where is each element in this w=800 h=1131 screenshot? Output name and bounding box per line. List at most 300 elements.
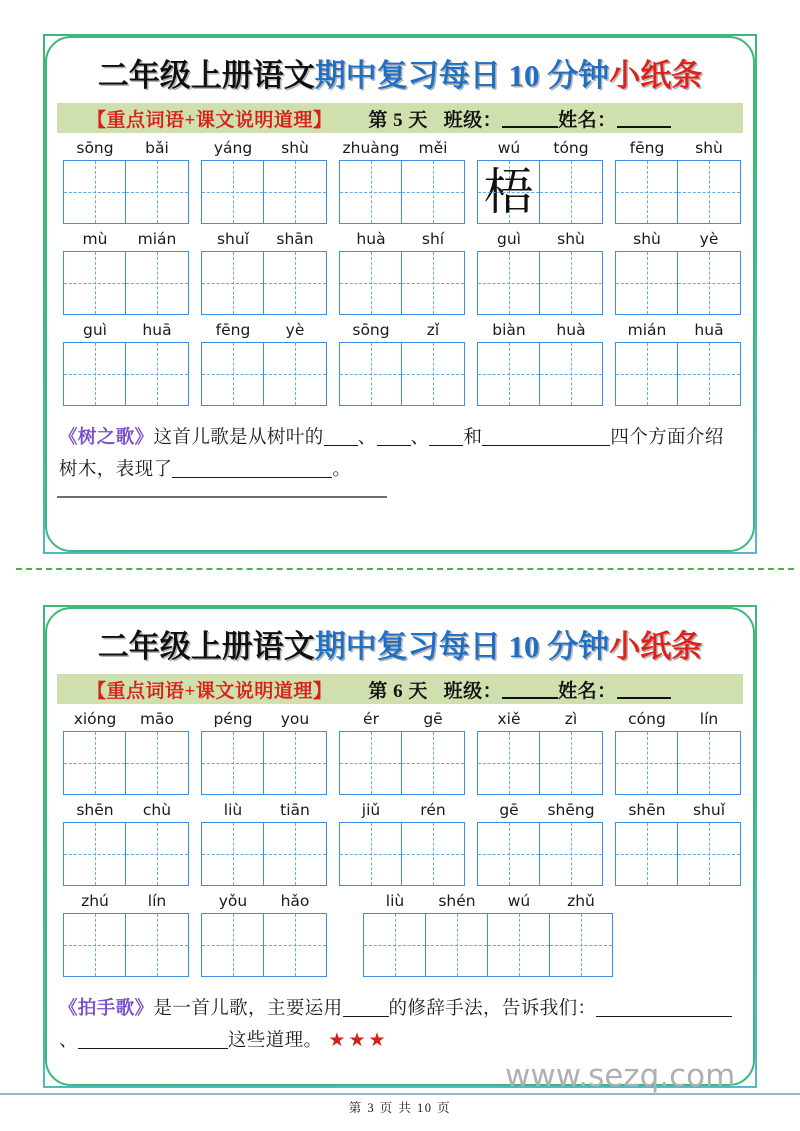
pinyin-syllable: shuǐ	[692, 801, 726, 819]
grid-boxes[interactable]	[339, 251, 465, 315]
answer-blank[interactable]	[429, 445, 463, 446]
grid-cell[interactable]	[402, 161, 464, 223]
grid-char	[616, 343, 677, 405]
pinyin-label	[64, 891, 188, 911]
grid-cell[interactable]	[264, 343, 326, 405]
name-label: 姓名：	[558, 109, 617, 131]
grid-boxes[interactable]	[477, 160, 603, 224]
name-input-blank[interactable]	[617, 697, 671, 699]
grid-cell[interactable]	[616, 732, 678, 794]
pinyin-syllable: shēng	[547, 801, 595, 819]
grid-char	[340, 161, 401, 223]
grid-boxes[interactable]	[63, 731, 189, 795]
grid-cell[interactable]	[678, 161, 740, 223]
pinyin-syllable: měi	[418, 139, 448, 157]
pinyin-syllable: lín	[147, 892, 167, 910]
book-title: 《拍手歌》	[59, 999, 154, 1019]
grid-char	[64, 732, 125, 794]
grid-char	[264, 823, 326, 885]
word-group	[201, 320, 327, 406]
grid-char	[126, 252, 188, 314]
grid-cell[interactable]	[340, 823, 402, 885]
grid-char	[64, 914, 125, 976]
word-group	[477, 138, 603, 224]
grid-char	[540, 252, 602, 314]
pinyin-syllable: shí	[421, 230, 445, 248]
sentence-text: 的修辞手法，告诉我们：	[388, 999, 597, 1019]
header-band-day5	[57, 103, 743, 133]
grid-boxes[interactable]	[201, 822, 327, 886]
grid-char	[616, 732, 677, 794]
grid-cell[interactable]	[402, 343, 464, 405]
grid-cell[interactable]	[126, 343, 188, 405]
grid-char	[678, 343, 740, 405]
pinyin-syllable: huà	[556, 321, 586, 339]
grid-boxes[interactable]	[339, 731, 465, 795]
grid-boxes[interactable]	[477, 251, 603, 315]
grid-cell[interactable]	[402, 823, 464, 885]
pinyin-syllable: mián	[137, 230, 177, 248]
grid-boxes[interactable]	[339, 160, 465, 224]
pinyin-syllable: sōng	[76, 139, 114, 157]
pinyin-label	[340, 709, 464, 729]
grid-char	[678, 732, 740, 794]
grid-cell[interactable]	[478, 252, 540, 314]
pinyin-syllable: shù	[557, 230, 585, 248]
pinyin-syllable: māo	[139, 710, 175, 728]
grid-cell[interactable]	[64, 732, 126, 794]
pinyin-syllable: guì	[83, 321, 107, 339]
pinyin-label	[64, 320, 188, 340]
grid-cell[interactable]	[126, 914, 188, 976]
grid-cell[interactable]	[426, 914, 488, 976]
pinyin-syllable: gē	[499, 801, 519, 819]
sentence-text: 。	[332, 460, 352, 480]
grid-cell[interactable]	[616, 252, 678, 314]
pinyin-syllable: bǎi	[145, 139, 169, 157]
pinyin-syllable: yè	[699, 230, 719, 248]
pinyin-syllable: ér	[363, 710, 379, 728]
book-title: 《树之歌》	[59, 428, 154, 448]
word-group	[339, 320, 465, 406]
grid-char	[264, 732, 326, 794]
grid-cell[interactable]	[340, 343, 402, 405]
pinyin-syllable: huā	[694, 321, 724, 339]
pinyin-syllable: zǐ	[426, 321, 440, 339]
grid-boxes[interactable]	[363, 913, 613, 977]
pinyin-syllable: wú	[497, 139, 521, 157]
grid-cell[interactable]	[264, 732, 326, 794]
grid-cell[interactable]	[340, 732, 402, 794]
grid-char	[616, 252, 677, 314]
word-group	[63, 229, 189, 315]
pinyin-syllable: fēng	[215, 321, 251, 339]
pinyin-syllable: wú	[507, 892, 531, 910]
grid-cell[interactable]	[678, 823, 740, 885]
pinyin-syllable: huā	[142, 321, 172, 339]
sentence-text: 这些道理。	[227, 1031, 323, 1051]
grid-boxes[interactable]	[201, 731, 327, 795]
pinyin-syllable: zhǔ	[567, 892, 595, 910]
grid-cell[interactable]	[64, 161, 126, 223]
grid-cell[interactable]	[202, 252, 264, 314]
word-group	[615, 800, 741, 886]
grid-cell[interactable]	[264, 823, 326, 885]
word-group	[201, 800, 327, 886]
day-label: 第 5 天	[368, 109, 428, 131]
pinyin-syllable: xióng	[73, 710, 117, 728]
grid-char	[540, 732, 602, 794]
sentence-text: 四个方面介绍树木，表现了	[59, 428, 724, 480]
grid-char	[426, 914, 487, 976]
word-group	[615, 229, 741, 315]
pinyin-syllable: shù	[695, 139, 723, 157]
grid-char: 梧	[483, 164, 534, 220]
pinyin-label	[478, 138, 602, 158]
grid-cell[interactable]	[678, 732, 740, 794]
word-group	[63, 891, 189, 977]
grid-char	[264, 914, 326, 976]
pinyin-label	[202, 320, 326, 340]
pinyin-label	[340, 138, 464, 158]
grid-cell[interactable]	[402, 732, 464, 794]
grid-char	[340, 732, 401, 794]
grid-char	[202, 732, 263, 794]
grid-boxes[interactable]	[201, 342, 327, 406]
pinyin-label	[202, 709, 326, 729]
word-group	[339, 138, 465, 224]
grid-boxes[interactable]	[339, 342, 465, 406]
grid-char	[478, 343, 539, 405]
grid-cell[interactable]	[126, 161, 188, 223]
writing-row	[45, 229, 755, 315]
grid-cell[interactable]	[540, 343, 602, 405]
grid-char	[126, 823, 188, 885]
answer-blank[interactable]	[78, 1048, 228, 1049]
word-group	[201, 891, 327, 977]
pinyin-label	[478, 709, 602, 729]
word-group	[63, 800, 189, 886]
grid-cell[interactable]	[616, 343, 678, 405]
grid-boxes[interactable]	[63, 160, 189, 224]
grid-char	[202, 343, 263, 405]
grid-char	[678, 823, 740, 885]
pinyin-label	[64, 709, 188, 729]
grid-cell[interactable]	[478, 732, 540, 794]
grid-cell[interactable]	[488, 914, 550, 976]
grid-boxes[interactable]	[63, 913, 189, 977]
grid-cell[interactable]	[202, 823, 264, 885]
pinyin-syllable: tóng	[553, 139, 589, 157]
pinyin-syllable: shēn	[76, 801, 114, 819]
pinyin-label	[340, 320, 464, 340]
grid-cell[interactable]	[478, 823, 540, 885]
site-watermark: www.sezq.com	[505, 1058, 736, 1094]
word-group	[201, 138, 327, 224]
pinyin-label	[616, 320, 740, 340]
grid-cell[interactable]	[264, 252, 326, 314]
idiom-group	[363, 891, 613, 977]
grid-boxes[interactable]	[615, 731, 741, 795]
comprehension-question-day5	[59, 422, 741, 486]
class-input-blank[interactable]	[502, 697, 558, 699]
grid-cell[interactable]	[126, 252, 188, 314]
word-group	[201, 229, 327, 315]
pinyin-syllable: hǎo	[280, 892, 310, 910]
pinyin-label	[616, 800, 740, 820]
grid-cell[interactable]	[678, 252, 740, 314]
pinyin-syllable: zhuàng	[342, 139, 400, 157]
pinyin-label	[616, 709, 740, 729]
grid-char	[202, 914, 263, 976]
class-input-blank[interactable]	[502, 126, 558, 128]
word-group	[477, 229, 603, 315]
pinyin-syllable: fēng	[629, 139, 665, 157]
sentence-text: 这首儿歌是从树叶的	[153, 428, 324, 448]
pinyin-syllable: biàn	[492, 321, 526, 339]
grid-char	[340, 823, 401, 885]
grid-boxes[interactable]	[201, 251, 327, 315]
title-part-review: 期中复习每日 10 分钟	[314, 58, 610, 93]
grid-boxes[interactable]	[615, 251, 741, 315]
grid-char	[478, 732, 539, 794]
pinyin-label	[478, 320, 602, 340]
grid-cell[interactable]	[478, 161, 540, 223]
page-footer: 第 3 页 共 10 页	[348, 1101, 452, 1115]
answer-blank[interactable]	[377, 445, 411, 446]
grid-char	[340, 252, 401, 314]
pinyin-label	[202, 229, 326, 249]
title-part-review: 期中复习每日 10 分钟	[314, 629, 610, 664]
grid-char	[264, 161, 326, 223]
pinyin-label	[202, 800, 326, 820]
grid-cell[interactable]	[550, 914, 612, 976]
grid-boxes[interactable]	[477, 822, 603, 886]
pinyin-syllable: péng	[213, 710, 253, 728]
answer-blank[interactable]	[343, 1016, 389, 1017]
pinyin-label	[64, 800, 188, 820]
grid-cell[interactable]	[202, 343, 264, 405]
word-group	[339, 229, 465, 315]
pinyin-label	[202, 138, 326, 158]
pinyin-syllable: yáng	[213, 139, 253, 157]
pinyin-syllable: mián	[627, 321, 667, 339]
grid-cell[interactable]	[202, 914, 264, 976]
pinyin-syllable: shēn	[628, 801, 666, 819]
grid-boxes[interactable]	[63, 822, 189, 886]
name-input-blank[interactable]	[617, 126, 671, 128]
pinyin-label	[64, 138, 188, 158]
grid-cell[interactable]	[64, 823, 126, 885]
title-part-note: 小纸条	[609, 629, 703, 664]
pinyin-syllable: jiǔ	[361, 801, 381, 819]
grid-cell[interactable]	[126, 732, 188, 794]
pinyin-syllable: you	[280, 710, 310, 728]
grid-char	[616, 823, 677, 885]
title-part-grade: 二年级上册语文	[97, 58, 315, 93]
grid-cell[interactable]	[364, 914, 426, 976]
writing-row	[45, 709, 755, 795]
pinyin-label	[340, 800, 464, 820]
grid-boxes[interactable]	[615, 822, 741, 886]
grid-cell[interactable]	[264, 914, 326, 976]
grid-cell[interactable]	[340, 161, 402, 223]
grid-char	[64, 343, 125, 405]
extra-answer-rule[interactable]	[57, 496, 387, 498]
sentence-sep: 、	[59, 1031, 78, 1051]
pinyin-label	[478, 800, 602, 820]
word-group	[339, 800, 465, 886]
word-group	[477, 320, 603, 406]
pinyin-syllable: sōng	[352, 321, 390, 339]
grid-char	[488, 914, 549, 976]
grid-char	[340, 343, 401, 405]
grid-cell[interactable]	[540, 823, 602, 885]
pinyin-syllable: chù	[142, 801, 172, 819]
band-meta	[368, 676, 670, 703]
day-label: 第 6 天	[368, 680, 428, 702]
pinyin-syllable: gē	[423, 710, 443, 728]
band-topic-tag: 【重点词语+课文说明道理】	[87, 109, 333, 131]
grid-cell[interactable]	[202, 161, 264, 223]
pinyin-syllable: mù	[82, 230, 108, 248]
pinyin-syllable: rén	[420, 801, 446, 819]
pinyin-label	[64, 229, 188, 249]
header-band-day6	[57, 674, 743, 704]
comprehension-question-day6	[59, 993, 741, 1057]
grid-char	[402, 343, 464, 405]
pinyin-syllable: yè	[285, 321, 305, 339]
answer-blank[interactable]	[596, 1016, 686, 1017]
pinyin-syllable: shén	[438, 892, 476, 910]
grid-char	[616, 161, 677, 223]
pinyin-syllable: lín	[699, 710, 719, 728]
grid-char	[126, 343, 188, 405]
grid-char	[364, 914, 425, 976]
word-group	[615, 320, 741, 406]
pinyin-syllable: shù	[281, 139, 309, 157]
grid-char	[64, 252, 125, 314]
grid-boxes[interactable]	[477, 342, 603, 406]
answer-blank[interactable]	[686, 1016, 732, 1017]
grid-cell[interactable]	[540, 161, 602, 223]
grid-char	[126, 732, 188, 794]
grid-char	[678, 252, 740, 314]
pinyin-syllable: guì	[497, 230, 521, 248]
word-group	[63, 320, 189, 406]
grid-boxes[interactable]	[339, 822, 465, 886]
pinyin-label	[364, 891, 612, 911]
grid-char	[64, 161, 125, 223]
pinyin-syllable: zì	[564, 710, 578, 728]
grid-cell[interactable]	[64, 914, 126, 976]
grid-char	[202, 161, 263, 223]
grid-boxes[interactable]	[201, 160, 327, 224]
grid-char	[402, 732, 464, 794]
word-group	[615, 138, 741, 224]
grid-cell[interactable]	[616, 161, 678, 223]
worksheet-title-day5	[45, 50, 755, 95]
difficulty-stars: ★★★	[328, 1030, 389, 1051]
grid-char	[126, 161, 188, 223]
grid-char	[202, 252, 263, 314]
answer-blank[interactable]	[324, 445, 358, 446]
grid-cell[interactable]	[616, 823, 678, 885]
grid-boxes[interactable]	[615, 342, 741, 406]
page-separator	[16, 568, 794, 570]
answer-blank[interactable]	[172, 477, 332, 478]
pinyin-label	[616, 229, 740, 249]
band-meta	[368, 105, 670, 132]
word-group	[477, 800, 603, 886]
pinyin-syllable: tiān	[280, 801, 310, 819]
title-part-note: 小纸条	[609, 58, 703, 93]
grid-boxes[interactable]	[615, 160, 741, 224]
grid-char	[540, 343, 602, 405]
pinyin-label	[478, 229, 602, 249]
word-group	[201, 709, 327, 795]
grid-char	[126, 914, 188, 976]
grid-boxes[interactable]	[63, 251, 189, 315]
sentence-sep: 、	[357, 428, 377, 448]
class-label: 班级：	[443, 109, 503, 131]
sentence-text: 和	[463, 428, 483, 448]
word-group	[477, 709, 603, 795]
grid-char	[478, 252, 539, 314]
grid-cell[interactable]	[402, 252, 464, 314]
grid-boxes[interactable]	[477, 731, 603, 795]
footer-rule	[0, 1093, 800, 1095]
grid-char	[678, 161, 740, 223]
grid-cell[interactable]	[540, 732, 602, 794]
pinyin-syllable: yǒu	[218, 892, 248, 910]
grid-cell[interactable]	[678, 343, 740, 405]
writing-row	[45, 891, 755, 977]
pinyin-syllable: xiě	[497, 710, 521, 728]
grid-cell[interactable]	[64, 343, 126, 405]
grid-boxes[interactable]	[63, 342, 189, 406]
grid-cell[interactable]	[478, 343, 540, 405]
grid-char	[402, 823, 464, 885]
word-group	[615, 709, 741, 795]
class-label: 班级：	[443, 680, 503, 702]
band-topic-tag: 【重点词语+课文说明道理】	[87, 680, 333, 702]
pinyin-syllable: liù	[385, 892, 405, 910]
pinyin-syllable: liù	[223, 801, 243, 819]
grid-cell[interactable]	[202, 732, 264, 794]
pinyin-syllable: huà	[356, 230, 386, 248]
grid-cell[interactable]	[64, 252, 126, 314]
word-group	[339, 709, 465, 795]
grid-char	[402, 252, 464, 314]
answer-blank[interactable]	[482, 445, 610, 446]
grid-cell[interactable]	[540, 252, 602, 314]
worksheet-title-day6	[45, 621, 755, 666]
grid-cell[interactable]	[126, 823, 188, 885]
word-group	[63, 709, 189, 795]
writing-row	[45, 320, 755, 406]
pinyin-syllable: cóng	[628, 710, 666, 728]
grid-boxes[interactable]	[201, 913, 327, 977]
title-part-grade: 二年级上册语文	[97, 629, 315, 664]
grid-char	[264, 252, 326, 314]
sentence-text: 是一首儿歌，主要运用	[153, 999, 343, 1019]
grid-cell[interactable]	[264, 161, 326, 223]
pinyin-syllable: shān	[276, 230, 314, 248]
grid-char	[550, 914, 612, 976]
grid-char	[202, 823, 263, 885]
grid-cell[interactable]	[340, 252, 402, 314]
